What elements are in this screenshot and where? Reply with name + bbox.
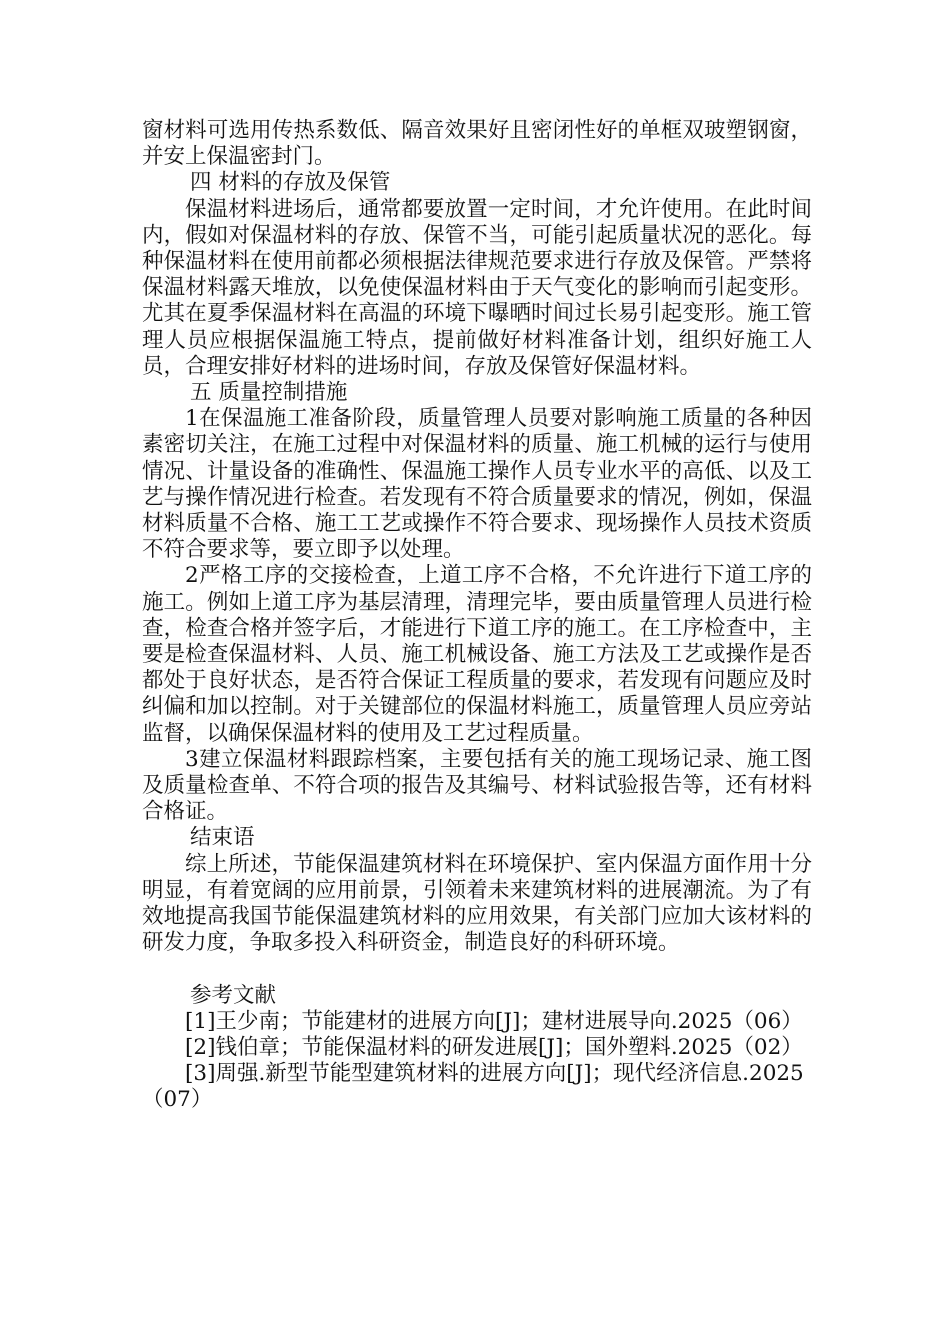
paragraph-quality-3: 3建立保温材料跟踪档案，主要包括有关的施工现场记录、施工图及质量检查单、不符合项的报告及其编号、材料试验报告等，还有材料合格证。 xyxy=(142,746,812,825)
references-heading: 参考文献 xyxy=(190,982,277,1008)
paragraph-window-material: 窗材料可选用传热系数低、隔音效果好且密闭性好的单框双玻塑钢窗，并安上保温密封门。 xyxy=(142,118,812,170)
document-page xyxy=(142,118,812,1114)
reference-item: [3]周强.新型节能型建筑材料的进展方向[J]；现代经济信息.2025（07） xyxy=(142,1061,804,1113)
section-heading-storage: 四 材料的存放及保管 xyxy=(190,170,391,196)
reference-item: [2]钱伯章；节能保温材料的研发进展[J]；国外塑料.2025（02） xyxy=(185,1034,803,1060)
section-heading-conclusion: 结束语 xyxy=(190,825,255,851)
paragraph-conclusion: 综上所述，节能保温建筑材料在环境保护、室内保温方面作用十分明显，有着宽阔的应用前景，引领着未来建筑材料的进展潮流。为了有效地提高我国节能保温建筑材料的应用效果，有关部门应加大该材料的研发力度，争取多投入科研资金，制造良好的科研环境。 xyxy=(142,851,812,956)
section-heading-quality-control: 五 质量控制措施 xyxy=(190,380,348,406)
paragraph-quality-1: 1在保温施工准备阶段，质量管理人员要对影响施工质量的各种因素密切关注，在施工过程中对保温材料的质量、施工机械的运行与使用情况、计量设备的准确性、保温施工操作人员专业水平的高低、以及工艺与操作情况进行检查。若发现有不符合质量要求的情况，例如，保温材料质量不合格、施工工艺或操作不符合要求、现场操作人员技术资质不符合要求等，要立即予以处理。 xyxy=(142,406,812,563)
reference-item: [1]王少南；节能建材的进展方向[J]；建材进展导向.2025（06） xyxy=(185,1008,803,1034)
paragraph-storage: 保温材料进场后，通常都要放置一定时间，才允许使用。在此时间内，假如对保温材料的存放、保管不当，可能引起质量状况的恶化。每种保温材料在使用前都必须根据法律规范要求进行存放及保管。严禁将保温材料露天堆放，以免使保温材料由于天气变化的影响而引起变形。尤其在夏季保温材料在高温的环境下曝晒时间过长易引起变形。施工管理人员应根据保温施工特点，提前做好材料准备计划，组织好施工人员，合理安排好材料的进场时间，存放及保管好保温材料。 xyxy=(142,196,812,379)
spacer xyxy=(142,957,812,983)
paragraph-quality-2: 2严格工序的交接检查，上道工序不合格，不允许进行下道工序的施工。例如上道工序为基层清理，清理完毕，要由质量管理人员进行检查，检查合格并签字后，才能进行下道工序的施工。在工序检查中，主要是检查保温材料、人员、施工机械设备、施工方法及工艺或操作是否都处于良好状态，是否符合保证工程质量的要求，若发现有问题应及时纠偏和加以控制。对于关键部位的保温材料施工，质量管理人员应旁站监督，以确保保温材料的使用及工艺过程质量。 xyxy=(142,563,812,746)
